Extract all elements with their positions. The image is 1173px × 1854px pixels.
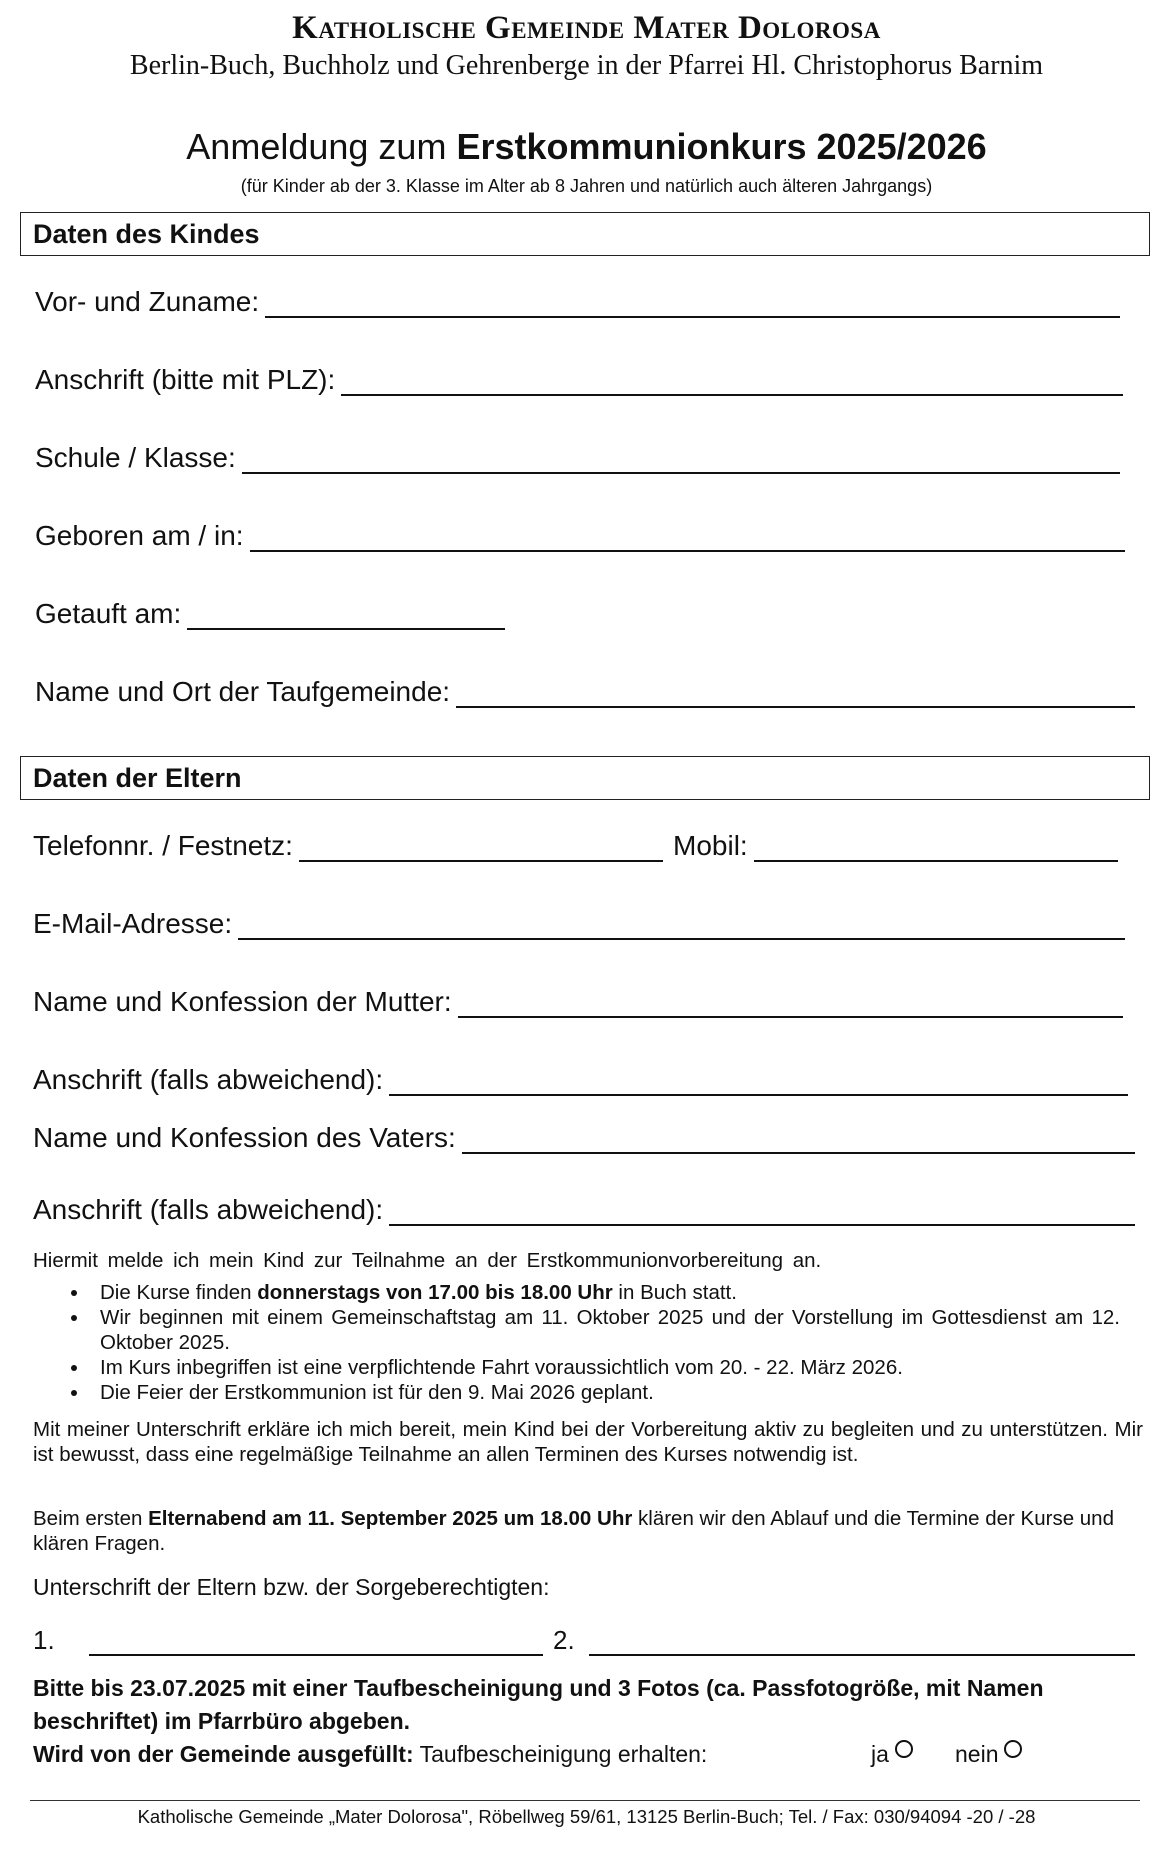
parents-evening-paragraph: Beim ersten Elternabend am 11. September 2025 um 18.00 Uhr klären wir den Ablauf und die Termine der Kurse und klären Fragen. [33, 1507, 1114, 1555]
child-baptized-field[interactable] [35, 594, 505, 630]
parent-mobile-field[interactable] [673, 826, 1118, 862]
child-parish-label: Name und Ort der Taufgemeinde: [35, 676, 451, 707]
consent-paragraph: Mit meiner Unterschrift erkläre ich mich bereit, mein Kind bei der Vorbereitung aktiv zu begleiten und zu unterstützen. Mir ist bewusst, dass eine regelmäßige Teilnahme an allen Terminen des Kurses notwendig ist. [33, 1418, 1143, 1466]
father-address-input-line[interactable] [389, 1194, 1135, 1226]
parent-email-label: E-Mail-Adresse: [33, 908, 233, 939]
course-info-item: • Die Feier der Erstkommunion ist für den 9. Mai 2026 geplant. [90, 1380, 1120, 1405]
signature-1-number: 1. [33, 1625, 55, 1655]
parent-phone-field[interactable] [33, 826, 663, 862]
parent-phone-label: Telefonnr. / Festnetz: [33, 830, 293, 861]
course-info-item: • Wir beginnen mit einem Gemeinschaftstag am 11. Oktober 2025 und der Vorstellung im Gottesdienst am 12. Oktober 2025. [90, 1305, 1120, 1355]
parent-email-input-line[interactable] [238, 908, 1125, 940]
parent-phone-input-line[interactable] [299, 830, 663, 862]
declaration-intro: Hiermit melde ich mein Kind zur Teilnahme an der Erstkommunionvorbereitung an. [33, 1249, 822, 1272]
child-parish-input-line[interactable] [456, 676, 1135, 708]
signature-2-input-line[interactable] [589, 1624, 1135, 1656]
course-info-list [30, 1280, 1120, 1405]
mother-address-input-line[interactable] [389, 1064, 1128, 1096]
signature-2-field[interactable] [553, 1620, 1135, 1656]
mother-field[interactable] [33, 982, 1123, 1018]
footer-divider [30, 1800, 1140, 1801]
form-subtitle-note: (für Kinder ab der 3. Klasse im Alter ab 8 Jahren und natürlich auch älteren Jahrgangs) [240, 176, 933, 196]
father-label: Name und Konfession des Vaters: [33, 1122, 456, 1153]
form-title-prefix: Anmeldung zum [186, 126, 447, 167]
section-heading-child: Daten des Kindes [20, 212, 1150, 256]
father-address-field[interactable] [33, 1190, 1135, 1226]
baptism-certificate-received-label: Taufbescheinigung erhalten: [419, 1741, 708, 1767]
received-no-option[interactable]: nein [955, 1738, 1022, 1771]
mother-input-line[interactable] [458, 986, 1123, 1018]
form-title [0, 126, 1173, 168]
signature-1-input-line[interactable] [89, 1624, 543, 1656]
signature-label: Unterschrift der Eltern bzw. der Sorgeberechtigten: [33, 1574, 550, 1600]
mother-address-label: Anschrift (falls abweichend): [33, 1064, 384, 1095]
yes-radio-icon[interactable] [895, 1740, 913, 1758]
no-radio-icon[interactable] [1004, 1740, 1022, 1758]
child-parish-field[interactable] [35, 672, 1135, 708]
signature-2-number: 2. [553, 1625, 575, 1655]
office-use-label: Wird von der Gemeinde ausgefüllt: [33, 1741, 414, 1767]
course-info-item: • Im Kurs inbegriffen ist eine verpflichtende Fahrt voraussichtlich vom 20. - 22. März 2026. [90, 1355, 1120, 1380]
form-title-course: Erstkommunionkurs 2025/2026 [456, 126, 987, 167]
received-yes-option[interactable]: ja [871, 1738, 913, 1771]
child-name-input-line[interactable] [265, 286, 1120, 318]
organization-name: Katholische Gemeinde Mater Dolorosa [292, 10, 881, 46]
child-born-field[interactable] [35, 516, 1125, 552]
parents-evening-date: Elternabend am 11. September 2025 um 18.00 Uhr [148, 1507, 633, 1530]
child-baptized-input-line[interactable] [187, 598, 505, 630]
section-heading-parents: Daten der Eltern [20, 756, 1150, 800]
parent-mobile-input-line[interactable] [754, 830, 1118, 862]
office-use-row [33, 1738, 1143, 1771]
footer-contact: Katholische Gemeinde „Mater Dolorosa", Röbellweg 59/61, 13125 Berlin-Buch; Tel. / Fax: 030/94094 -20 / -28 [137, 1806, 1036, 1827]
parent-mobile-label: Mobil: [673, 830, 748, 861]
child-school-field[interactable] [35, 438, 1120, 474]
father-field[interactable] [33, 1118, 1135, 1154]
mother-address-field[interactable] [33, 1060, 1128, 1096]
child-baptized-label: Getauft am: [35, 598, 182, 629]
submission-instructions: Bitte bis 23.07.2025 mit einer Taufbescheinigung und 3 Fotos (ca. Passfotogröße, mit Namen beschriftet) im Pfarrbüro abgeben. [33, 1675, 1044, 1734]
child-name-label: Vor- und Zuname: [35, 286, 260, 317]
signature-1-field[interactable] [33, 1620, 543, 1656]
child-born-label: Geboren am / in: [35, 520, 244, 551]
parent-email-field[interactable] [33, 904, 1125, 940]
father-address-label: Anschrift (falls abweichend): [33, 1194, 384, 1225]
organization-subtitle: Berlin-Buch, Buchholz und Gehrenberge in der Pfarrei Hl. Christophorus Barnim [129, 50, 1044, 81]
child-address-field[interactable] [35, 360, 1123, 396]
child-born-input-line[interactable] [250, 520, 1125, 552]
child-name-field[interactable] [35, 282, 1120, 318]
child-address-label: Anschrift (bitte mit PLZ): [35, 364, 336, 395]
father-input-line[interactable] [462, 1122, 1135, 1154]
mother-label: Name und Konfession der Mutter: [33, 986, 452, 1017]
child-address-input-line[interactable] [341, 364, 1123, 396]
course-info-item: • Die Kurse finden donnerstags von 17.00 bis 18.00 Uhr in Buch statt. [90, 1280, 1120, 1305]
child-school-input-line[interactable] [242, 442, 1120, 474]
child-school-label: Schule / Klasse: [35, 442, 236, 473]
